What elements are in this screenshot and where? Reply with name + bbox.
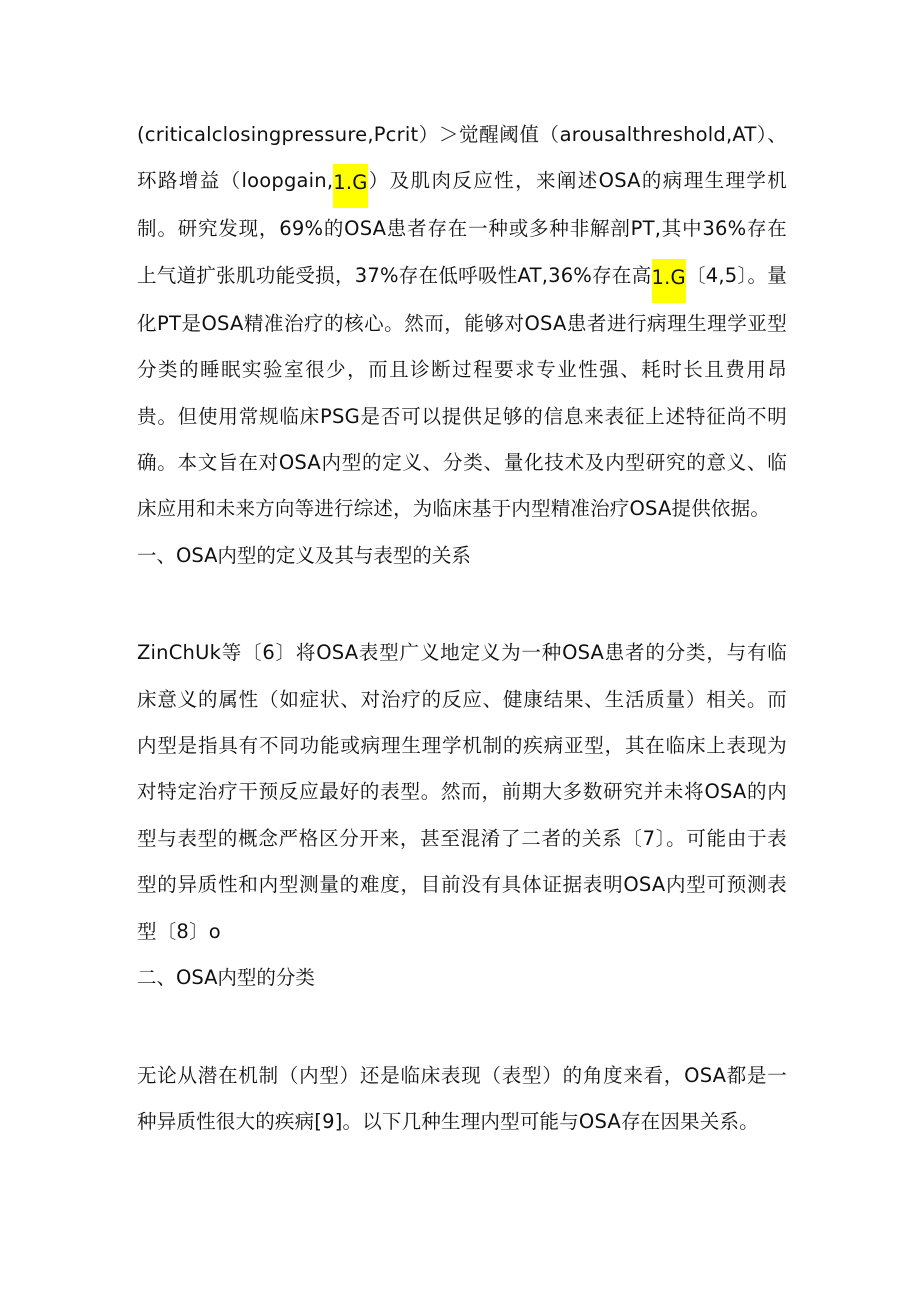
paragraph-text: ）及肌肉反应性，来阐述OSA的病理生理学机制。研究发现，69%的OSA患者存在一种或多种非解剖PT,其中36%存在上气道扩张肌功能受损，37%存在低呼吸性AT,36%存在高	[137, 169, 787, 287]
paragraph-phenotype-definition: ZinChUk等〔6〕将OSA表型广义地定义为一种OSA患者的分类，与有临床意义的属性（如症状、对治疗的反应、健康结果、生活质量）相关。而内型是指具有不同功能或病理生理学机制的疾病亚型，其在临床上表现为对特定治疗干预反应最好的表型。然而，前期大多数研究并未将OSA的内型与表型的概念严格区分开来，甚至混淆了二者的关系〔7〕。可能由于表型的异质性和内型测量的难度，目前没有具体证据表明OSA内型可预测表型〔8〕o	[137, 641, 787, 943]
highlighted-text: 1.G	[333, 164, 367, 208]
highlighted-text: 1.G	[652, 259, 686, 303]
paragraph-text: (criticalclosingpressure,Pcrit）＞觉醒阈值（arousalthreshold,AT）、环路增益（loopgain,	[137, 123, 787, 193]
paragraph-text: 〔4,5〕。量化PT是OSA精准治疗的核心。然而，能够对OSA患者进行病理生理学亚型分类的睡眠实验室很少，而且诊断过程要求专业性强、耗时长且费用昂贵。但使用常规临床PSG是否可以提供足够的信息来表征上述特征尚不明确。本文旨在对OSA内型的定义、分类、量化技术及内型研究的意义、临床应用和未来方向等进行综述，为临床基于内型精准治疗OSA提供依据。	[137, 263, 787, 521]
spacer	[137, 1002, 787, 1053]
document-page	[137, 112, 787, 1145]
section-heading-1: 一、OSA内型的定义及其与表型的关系	[137, 543, 471, 567]
paragraph-endotype-mechanisms	[137, 112, 787, 533]
spacer	[137, 579, 787, 630]
paragraph-classification-intro: 无论从潜在机制（内型）还是临床表现（表型）的角度来看，OSA都是一种异质性很大的疾病[9]。以下几种生理内型可能与OSA存在因果关系。	[137, 1063, 787, 1133]
section-heading-2: 二、OSA内型的分类	[137, 966, 315, 990]
